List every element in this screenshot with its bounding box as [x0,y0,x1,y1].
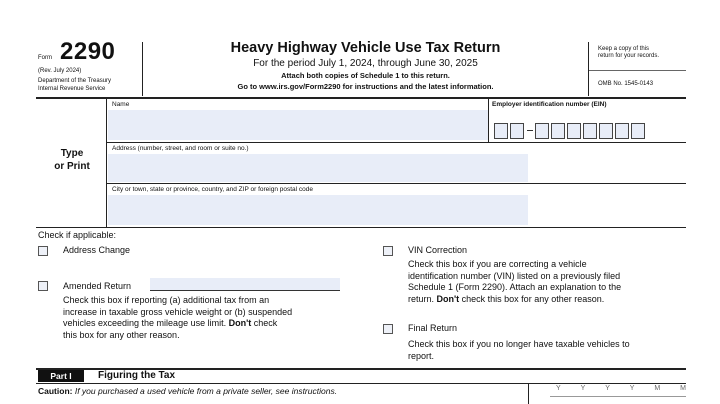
part1-title: Figuring the Tax [98,370,176,381]
header-divider-right [588,42,589,96]
revision-date: (Rev. July 2024) [38,68,82,74]
date-letter-month: M [680,385,686,392]
final-return-label: Final Return [408,323,458,333]
date-column-divider [528,384,529,404]
ein-digit-box[interactable] [583,123,597,139]
final-return-checkbox[interactable] [383,324,393,334]
ein-dash [527,130,533,131]
attach-instruction: Attach both copies of Schedule 1 to this return. [281,71,450,80]
caution-text: If you purchased a used vehicle from a private seller, see instructions. [74,386,338,396]
name-ein-divider [488,99,489,142]
date-letter-year: Y [580,385,586,392]
ein-field[interactable] [494,123,647,139]
ein-digit-box[interactable] [567,123,581,139]
header-bottom-rule [36,97,686,99]
form-word: Form [38,55,52,61]
vin-correction-checkbox[interactable] [383,246,393,256]
caution-label: Caution: [38,386,73,396]
date-letter-year: Y [556,385,561,392]
ein-digit-box[interactable] [494,123,508,139]
check-if-applicable-heading: Check if applicable: [38,230,117,240]
date-entry-underline [550,396,686,397]
amended-return-label: Amended Return [63,281,132,291]
part1-tag: Part I [38,370,84,382]
date-letter-month: M [654,385,661,392]
keep-copy-line-2: return for your records. [598,53,660,59]
tax-period: For the period July 1, 2024, through June 30, 2025 [253,58,478,69]
ein-label: Employer identification number (EIN) [492,101,607,108]
address-block-bottom [36,227,686,228]
amended-return-description: Check this box if reporting (a) additional tax from an increase in taxable gross vehicle weight or (b) suspended vehicles exceeding the mileage use limit. Don't check this box for any other reason. [63,295,293,340]
vin-correction-description: Check this box if you are correcting a vehicle identification number (VIN) listed on a previously filed Schedule 1 (Form 2290). Attach an explanation to the return. Don't check this box for any other reason. [408,259,622,304]
name-field[interactable] [108,110,488,140]
goto-instruction: Go to www.irs.gov/Form2290 for instructions and the latest information. [237,82,494,91]
block-left-border [106,99,107,227]
ein-digit-box[interactable] [615,123,629,139]
omb-divider [589,70,686,71]
address-row-bottom [106,183,686,184]
city-field[interactable] [108,195,528,225]
amended-return-checkbox[interactable] [38,281,48,291]
ein-digit-box[interactable] [599,123,613,139]
form-title: Heavy Highway Vehicle Use Tax Return [230,40,501,56]
omb-number: OMB No. 1545-0143 [598,81,654,87]
ein-digit-box[interactable] [535,123,549,139]
ein-digit-box[interactable] [631,123,645,139]
date-letter-year: Y [605,385,610,392]
name-row-bottom [106,142,686,143]
address-field[interactable] [108,154,528,182]
address-change-label: Address Change [63,245,131,255]
caution-note [38,386,337,396]
keep-copy-line-1: Keep a copy of this [598,46,650,52]
address-label: Address (number, street, and room or suite no.) [112,145,249,152]
department-line-1: Department of the Treasury [38,78,112,84]
ein-digit-box[interactable] [551,123,565,139]
vin-correction-label: VIN Correction [408,245,468,255]
ein-digit-box[interactable] [510,123,524,139]
amended-return-month-field[interactable] [150,278,340,291]
date-letter-year: Y [629,385,635,392]
address-change-checkbox[interactable] [38,246,48,256]
department-line-2: Internal Revenue Service [38,86,106,92]
date-entry-boxes[interactable] [556,385,686,392]
form-number: 2290 [60,38,116,65]
name-label: Name [112,101,130,108]
final-return-description: Check this box if you no longer have taxable vehicles to report. [408,339,630,361]
city-label: City or town, state or province, country, and ZIP or foreign postal code [112,186,313,193]
part1-title-bottom [36,383,686,384]
